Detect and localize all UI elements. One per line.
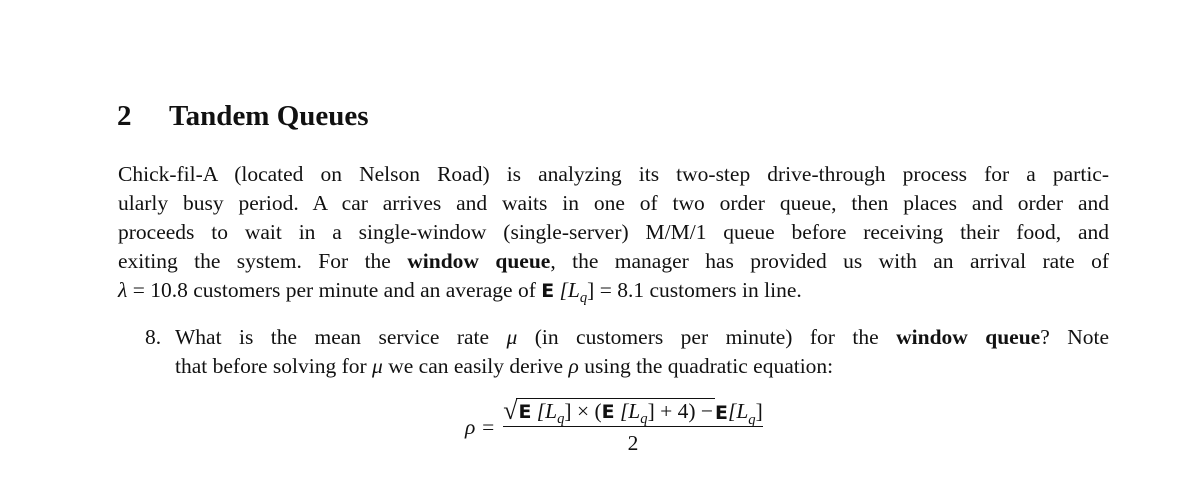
- intro-line-4-end: , the manager has provided us with an arrival rate of: [550, 249, 1110, 273]
- question-line-2: [175, 352, 1109, 381]
- question-number: 8.: [145, 325, 162, 349]
- equation-numerator: [503, 396, 763, 429]
- intro-line-4-start: exiting the system. For the: [118, 249, 391, 273]
- lq-sub-eq-3: q: [748, 412, 756, 429]
- expectation-symbol-eq-2: E: [601, 401, 615, 423]
- section-heading: [117, 100, 369, 133]
- lq-eq-3: [L: [727, 399, 749, 423]
- question-line-1: [175, 323, 1109, 352]
- question-text-c: ? Note: [1040, 325, 1109, 349]
- window-queue-term: window queue: [407, 249, 551, 273]
- mu-symbol-2: μ: [372, 354, 383, 378]
- intro-paragraph: [118, 160, 1109, 308]
- question-body: [175, 323, 1109, 381]
- lq-eq-1: [L: [536, 399, 558, 423]
- rho-symbol: ρ: [568, 354, 579, 378]
- lambda-symbol: λ: [118, 278, 128, 302]
- question-text-d: that before solving for: [175, 354, 373, 378]
- lq-symbol: [L: [559, 278, 580, 302]
- expectation-symbol: E: [541, 280, 555, 302]
- question-item: [145, 323, 1109, 381]
- intro-line-2: ularly busy period. A car arrives and waits in one of two order queue, then places and order and: [118, 191, 1109, 215]
- equation-lhs: ρ =: [465, 414, 496, 439]
- expectation-symbol-eq-1: E: [518, 401, 532, 423]
- lq-subscript: q: [579, 290, 588, 307]
- equation-denominator: 2: [627, 431, 639, 455]
- lq-sub-eq-1: q: [557, 411, 565, 428]
- plus-four-minus: + 4) −: [654, 399, 714, 423]
- lq-eq-2: [L: [619, 399, 641, 423]
- question-text-b: (in customers per minute) for the: [517, 325, 897, 349]
- lq-close-eq-3: ]: [755, 399, 763, 423]
- question-text-e: we can easily derive: [382, 354, 569, 378]
- question-text-a: What is the mean service rate: [175, 325, 507, 349]
- lq-close-eq-1: ]: [564, 399, 572, 423]
- mu-symbol: μ: [506, 325, 518, 349]
- lq-sub-eq-2: q: [640, 411, 648, 428]
- intro-line-5: [118, 276, 1109, 308]
- section-number: 2: [117, 100, 132, 132]
- expectation-symbol-eq-3: E: [715, 402, 728, 424]
- intro-line-1: Chick-fil-A (located on Nelson Road) is analyzing its two-step drive-through process for a partic-: [118, 162, 1109, 186]
- rho-equation: [465, 398, 763, 456]
- intro-line-3: proceeds to wait in a single-window (single-server) M/M/1 queue before receiving their food, and: [118, 220, 1109, 244]
- lq-close: ]: [587, 278, 595, 302]
- intro-line-4: [118, 247, 1109, 276]
- window-queue-term-2: window queue: [896, 325, 1041, 349]
- question-text-f: using the quadratic equation:: [578, 354, 834, 378]
- square-root-sign: √: [503, 396, 518, 425]
- section-title: Tandem Queues: [169, 100, 369, 132]
- equation-fraction: [503, 398, 763, 456]
- lq-close-eq-2: ]: [647, 399, 655, 423]
- radicand: [516, 398, 715, 428]
- arrival-rate-text: = 10.8 customers per minute and an average of: [127, 278, 542, 302]
- times-operator: × (: [571, 399, 602, 423]
- lq-value-text: = 8.1 customers in line.: [594, 278, 802, 302]
